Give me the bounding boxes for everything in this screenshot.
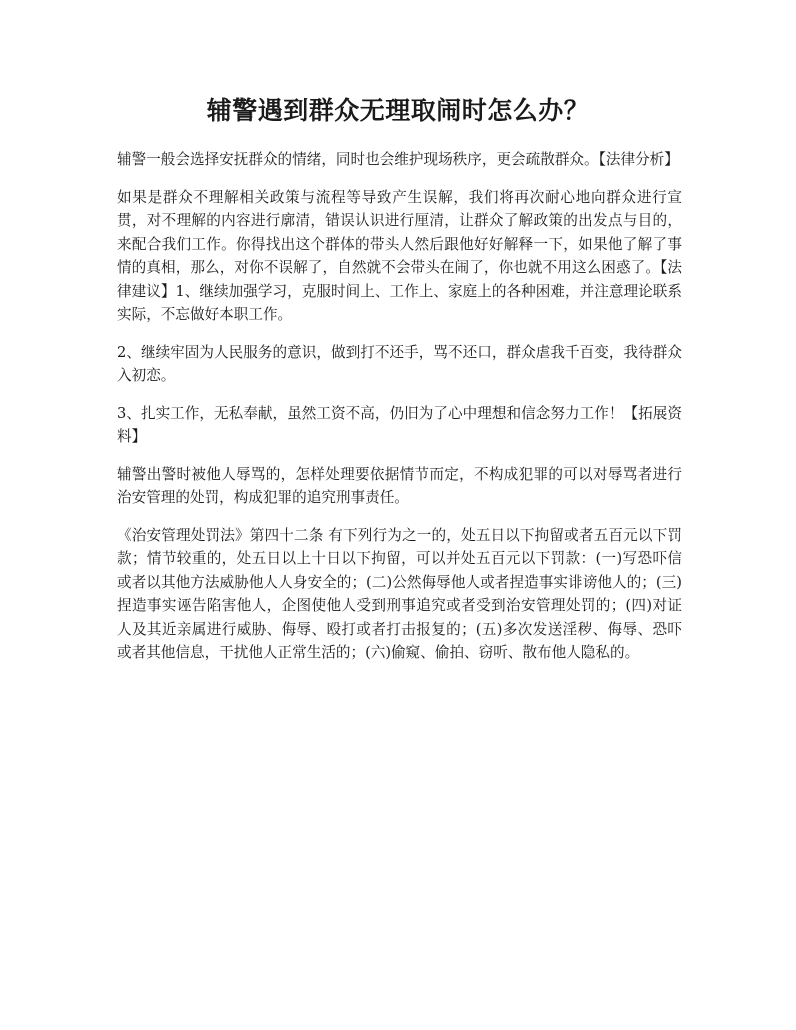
paragraph-extended: 辅警出警时被他人辱骂的，怎样处理要依据情节而定，不构成犯罪的可以对辱骂者进行治安管理的处罚，构成犯罪的追究刑事责任。: [117, 465, 682, 506]
document-body: [117, 148, 682, 679]
paragraph-law-article: 《治安管理处罚法》第四十二条 有下列行为之一的，处五日以下拘留或者五百元以下罚款；情节较重的，处五日以上十日以下拘留，可以并处五百元以下罚款：(一)写恐吓信或者以其他方法威胁他人人身安全的；(二)公然侮辱他人或者捏造事实诽谤他人的；(三)捏造事实诬告陷害他人，企图使他人受到刑事追究或者受到治安管理处罚的；(四)对证人及其近亲属进行威胁、侮辱、殴打或者打击报复的；(五)多次发送淫秽、侮辱、恐吓或者其他信息，干扰他人正常生活的；(六)偷窥、偷拍、窃听、散布他人隐私的。: [117, 526, 682, 661]
page-title: 辅警遇到群众无理取闹时怎么办？: [206, 96, 590, 125]
paragraph-point-2: 2、继续牢固为人民服务的意识，做到打不还手，骂不还口，群众虐我千百变，我待群众入初恋。: [117, 343, 682, 384]
paragraph-point-3: 3、扎实工作，无私奉献，虽然工资不高，仍旧为了心中理想和信念努力工作！【拓展资料】: [117, 404, 682, 445]
paragraph-intro: 辅警一般会选择安抚群众的情绪，同时也会维护现场秩序，更会疏散群众。【法律分析】: [117, 151, 679, 168]
paragraph-analysis: 如果是群众不理解相关政策与流程等导致产生误解，我们将再次耐心地向群众进行宣贯，对不理解的内容进行廓清，错误认识进行厘清，让群众了解政策的出发点与目的，来配合我们工作。你得找出这个群体的带头人然后跟他好好解释一下，如果他了解了事情的真相，那么，对你不误解了，自然就不会带头在闹了，你也就不用这么困惑了。【法律建议】1、继续加强学习，克服时间上、工作上、家庭上的各种困难，并注意理论联系实际，不忘做好本职工作。: [117, 188, 682, 323]
